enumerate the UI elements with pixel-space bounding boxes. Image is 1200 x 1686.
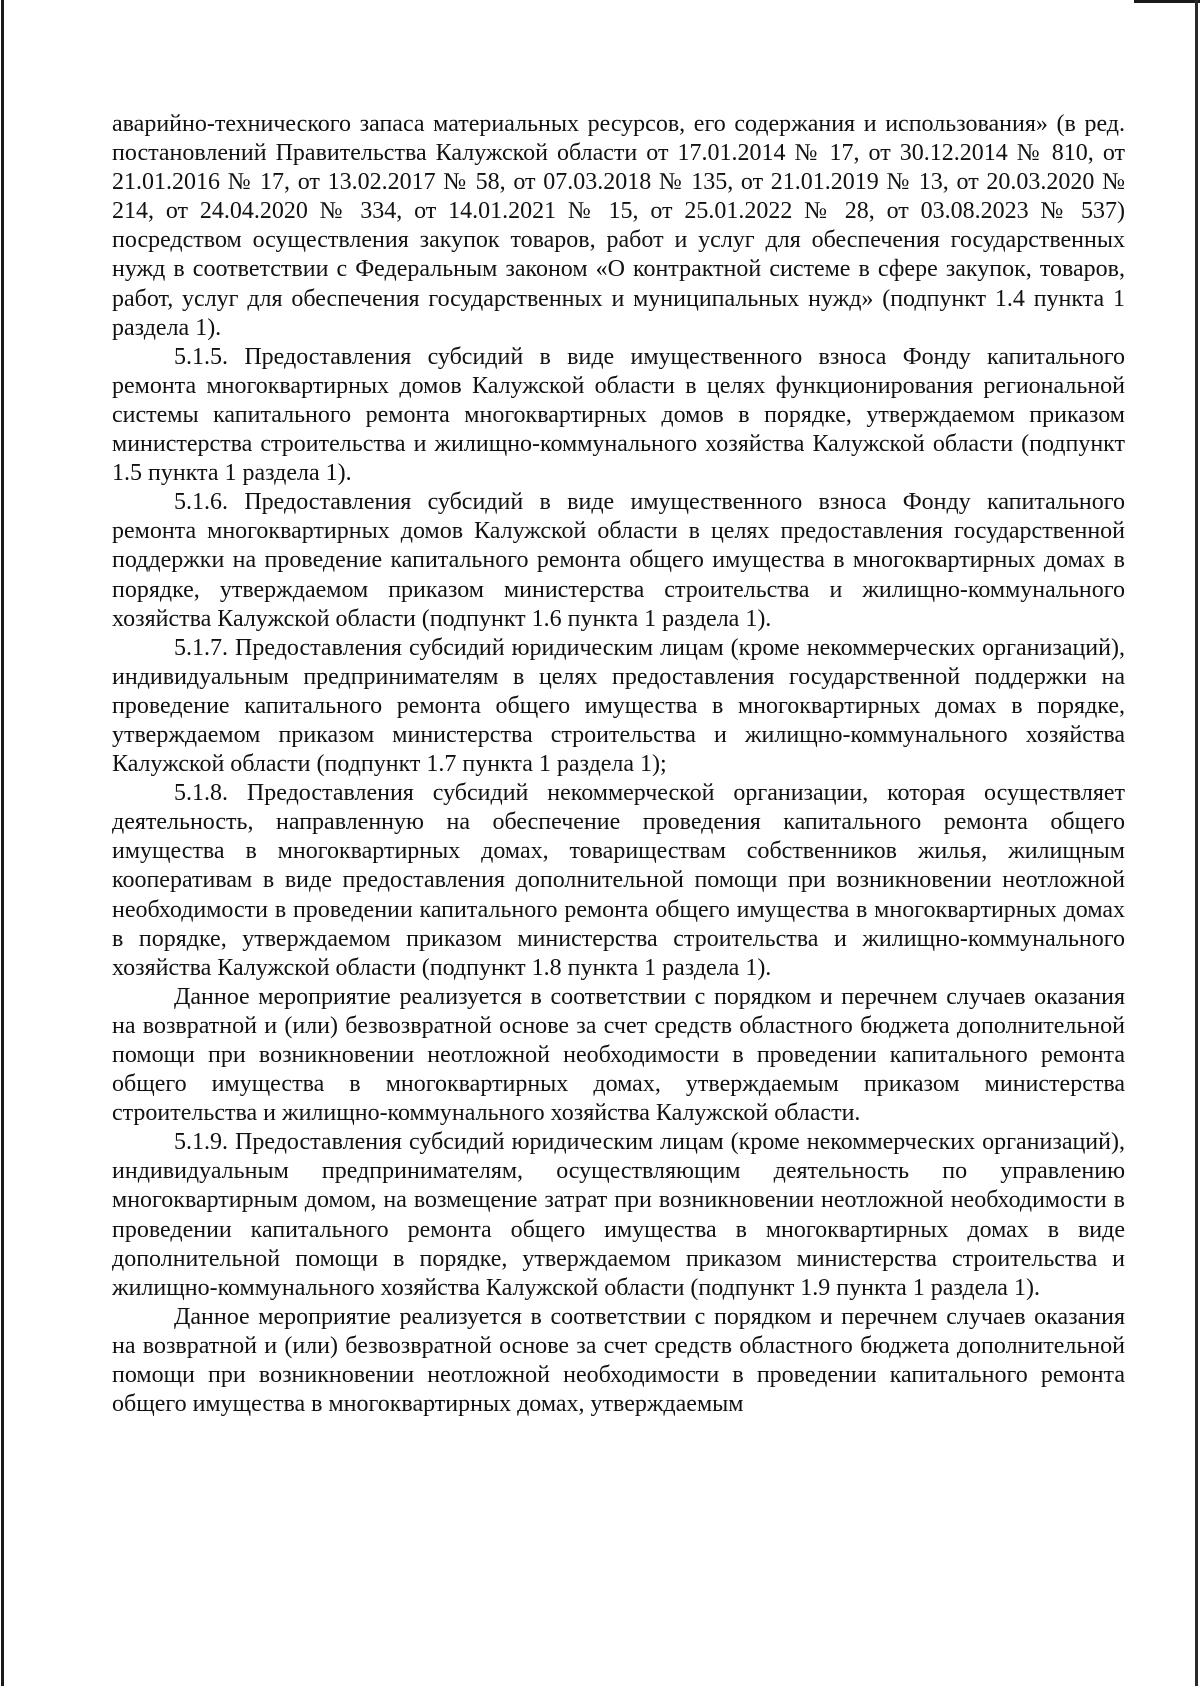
paragraph-note-5-1-8: Данное мероприятие реализуется в соответствии с порядком и перечнем случаев оказания на возвратной и (или) безвозвратной основе за счет средств областного бюджета дополнительной помощи при возникновении неотложной необходимости в проведении капитального ремонта общего имущества в многоквартирных домах, утверждаемым приказом министерства строительства и жилищно-коммунального хозяйства Калужской области.	[112, 983, 1125, 1127]
paragraph-item-5-1-8: 5.1.8. Предоставления субсидий некоммерческой организации, которая осуществляет деятельность, направленную на обеспечение проведения капитального ремонта общего имущества в многоквартирных домах, товариществам собственников жилья, жилищным кооперативам в виде предоставления дополнительной помощи при возникновении неотложной необходимости в проведении капитального ремонта общего имущества в многоквартирных домах в порядке, утверждаемом приказом министерства строительства и жилищно-коммунального хозяйства Калужской области (подпункт 1.8 пункта 1 раздела 1).	[112, 780, 1125, 981]
paragraph-item-5-1-6: 5.1.6. Предоставления субсидий в виде имущественного взноса Фонду капитального ремонта многоквартирных домов Калужской области в целях предоставления государственной поддержки на проведение капитального ремонта общего имущества в многоквартирных домах в порядке, утверждаемом приказом министерства строительства и жилищно-коммунального хозяйства Калужской области (подпункт 1.6 пункта 1 раздела 1).	[112, 489, 1125, 632]
scan-left-edge	[1, 0, 4, 1686]
scan-right-edge	[1195, 0, 1198, 1686]
paragraph-item-5-1-7: 5.1.7. Предоставления субсидий юридическим лицам (кроме некоммерческих организаций), индивидуальным предпринимателям в целях предоставления государственной поддержки на проведение капитального ремонта общего имущества в многоквартирных домах в порядке, утверждаемом приказом министерства строительства и жилищно-коммунального хозяйства Калужской области (подпункт 1.7 пункта 1 раздела 1);	[112, 634, 1125, 778]
document-body	[112, 110, 1125, 1419]
paragraph-item-5-1-9: 5.1.9. Предоставления субсидий юридическим лицам (кроме некоммерческих организаций), индивидуальным предпринимателям, осуществляющим деятельность по управлению многоквартирным домом, на возмещение затрат при возникновении неотложной необходимости в проведении капитального ремонта общего имущества в многоквартирных домах в виде дополнительной помощи в порядке, утверждаемом приказом министерства строительства и жилищно-коммунального хозяйства Калужской области (подпункт 1.9 пункта 1 раздела 1).	[112, 1129, 1125, 1301]
paragraph-continuation-1-4: аварийно-технического запаса материальных ресурсов, его содержания и использования» (в ред. постановлений Правительства Калужской области от 17.01.2014 № 17, от 30.12.2014 № 810, от 21.01.2016 № 17, от 13.02.2017 № 58, от 07.03.2018 № 135, от 21.01.2019 № 13, от 20.03.2020 № 214, от 24.04.2020 № 334, от 14.01.2021 № 15, от 25.01.2022 № 28, от 03.08.2023 № 537) посредством осуществления закупок товаров, работ и услуг для обеспечения государственных нужд в соответствии с Федеральным законом «О контрактной системе в сфере закупок, товаров, работ, услуг для обеспечения государственных и муниципальных нужд» (подпункт 1.4 пункта 1 раздела 1).	[112, 111, 1125, 341]
scan-top-right-edge	[1134, 0, 1200, 3]
paragraph-note-5-1-9: Данное мероприятие реализуется в соответствии с порядком и перечнем случаев оказания на возвратной и (или) безвозвратной основе за счет средств областного бюджета дополнительной помощи при возникновении неотложной необходимости в проведении капитального ремонта общего имущества в многоквартирных домах, утверждаемым	[112, 1303, 1125, 1418]
paragraph-item-5-1-5: 5.1.5. Предоставления субсидий в виде имущественного взноса Фонду капитального ремонта многоквартирных домов Калужской области в целях функционирования региональной системы капитального ремонта многоквартирных домов в порядке, утверждаемом приказом министерства строительства и жилищно-коммунального хозяйства Калужской области (подпункт 1.5 пункта 1 раздела 1).	[112, 343, 1125, 487]
